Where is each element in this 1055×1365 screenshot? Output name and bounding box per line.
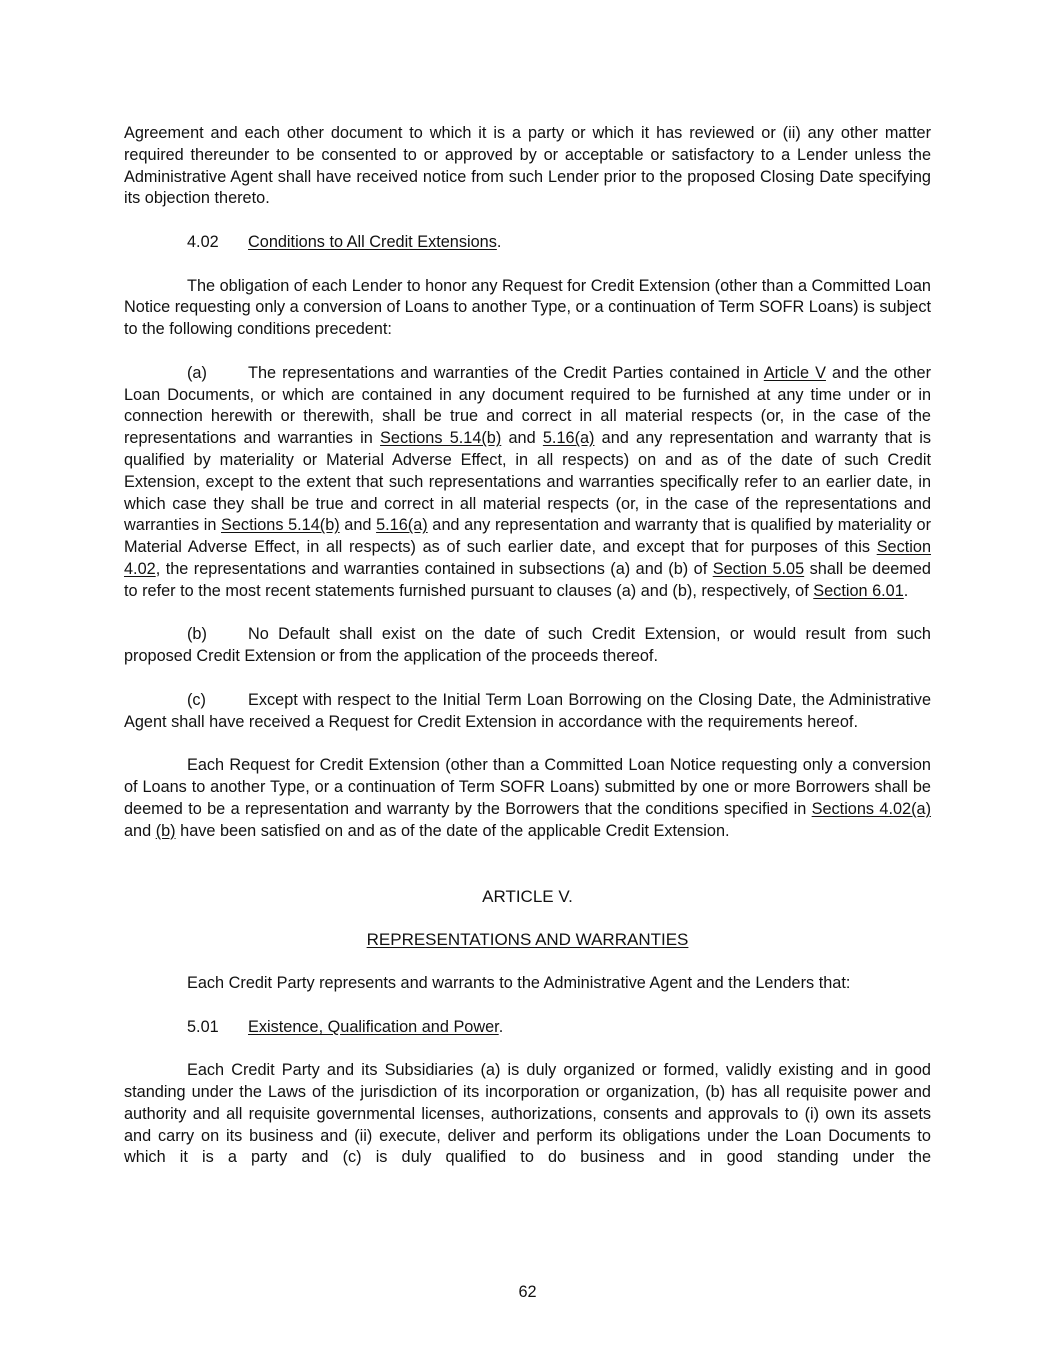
spacer	[124, 1038, 931, 1060]
spacer	[124, 341, 931, 363]
intro-continuation-paragraph: Agreement and each other document to which it is a party or which it has reviewed or (ii) any other matter required thereunder to be consented to or approved by or acceptable or satisfactory to a Lender unless the Administrative Agent shall have received notice from such Lender prior to the proposed Closing Date specifying its objection thereto.	[124, 124, 931, 208]
page-number: 62	[518, 1283, 537, 1301]
section-402-number: 4.02	[187, 232, 219, 251]
item-a-text-2: and the other Loan Documents, or which are contained in any document required to be furnished at any time under or in connection herewith or therewith, shall be true and correct in all material respects (or, in the case of the representations and warranties in	[124, 363, 932, 448]
section-514b-reference: Sections 5.14(b)	[380, 429, 502, 448]
article-v-title: ARTICLE V.	[482, 886, 573, 906]
section-402-heading	[187, 232, 931, 254]
item-c-label: (c)	[187, 690, 206, 709]
spacer	[124, 254, 931, 276]
spacer	[124, 908, 931, 930]
section-516a-reference: 5.16(a)	[542, 429, 595, 448]
item-c-text: Except with respect to the Initial Term Loan Borrowing on the Closing Date, the Administrative Agent shall have received a Request for Credit Extension in accordance with the requirements hereof.	[124, 690, 931, 731]
section-402-item-a-paragraph	[124, 363, 931, 603]
spacer	[124, 951, 931, 973]
section-402-intro-paragraph: The obligation of each Lender to honor any Request for Credit Extension (other than a Committed Loan Notice requesting only a conversion of Loans to another Type, or a continuation of Term SOFR Loans) is subject to the following conditions precedent:	[124, 276, 931, 339]
item-a-text-7: , the representations and warranties contained in subsections (a) and (b) of	[155, 559, 713, 578]
section-402a-reference: Sections 4.02(a)	[811, 799, 931, 818]
section-402-item-b-paragraph	[124, 624, 931, 668]
section-402-closing-paragraph	[124, 755, 931, 842]
section-402-title-suffix: .	[496, 232, 502, 251]
section-402-item-c-paragraph	[124, 690, 931, 734]
closing-text-1: Each Request for Credit Extension (other than a Committed Loan Notice requesting only a conversion of Loans to another Type, or a continuation of Term SOFR Loans) submitted by one or more Borrowers shall be deemed to be a representation and warranty by the Borrowers that the conditions specified in	[124, 756, 931, 818]
article-v-subtitle-text: REPRESENTATIONS AND WARRANTIES	[366, 930, 689, 950]
section-402-reference: Section 4.02	[124, 538, 931, 578]
spacer	[124, 668, 931, 690]
item-a-text-8: shall be deemed to refer to the most recent statements furnished pursuant to clauses (a) and (b), respectively, of	[124, 559, 931, 600]
item-a-label: (a)	[187, 363, 207, 382]
item-a-text-4: and any representation and warranty that is qualified by materiality or Material Adverse Effect, in all respects) on and as of the date of such Credit Extension, except to the extent that such representations and warranties specifically refer to an earlier date, in which case they shall be true and correct in all material respects (or, in the case of the representations and warranties in	[124, 429, 931, 535]
section-501-title-suffix: .	[498, 1017, 504, 1036]
section-516a-reference: 5.16(a)	[376, 516, 428, 535]
section-505-reference: Section 5.05	[712, 559, 805, 578]
spacer	[124, 733, 931, 755]
section-402b-reference: (b)	[155, 821, 176, 840]
closing-text-3: have been satisfied on and as of the date of the applicable Credit Extension.	[175, 821, 730, 840]
section-501-paragraph: Each Credit Party and its Subsidiaries (a) is duly organized or formed, validly existing and in good standing under the Laws of the jurisdiction of its incorporation or organization, (b) has all requisite power and authority and all requisite governmental licenses, authorizations, consents and approvals to (i) own its assets and carry on its business and (ii) execute, deliver and perform its obligations under the Loan Documents to which it is a party and (c) is duly qualified to do business and in good standing under the	[124, 1061, 931, 1167]
section-514b-reference: Sections 5.14(b)	[221, 516, 340, 535]
article-v-intro-paragraph: Each Credit Party represents and warrants to the Administrative Agent and the Lenders that:	[187, 974, 851, 993]
section-501-number: 5.01	[187, 1017, 219, 1036]
spacer	[124, 603, 931, 625]
item-a-text-1: The representations and warranties of the Credit Parties contained in	[248, 363, 764, 382]
closing-text-2: and	[124, 821, 156, 840]
article-v-reference: Article V	[763, 363, 826, 382]
spacer	[124, 864, 931, 886]
spacer	[124, 210, 931, 232]
spacer	[124, 842, 931, 864]
item-b-label: (b)	[187, 625, 207, 644]
item-a-text-5: and	[339, 516, 377, 535]
article-v-subtitle	[124, 929, 931, 951]
item-a-text-9: .	[903, 581, 909, 600]
item-a-text-6: and any representation and warranty that is qualified by materiality or Material Adverse Effect, in all respects) as of such earlier date, and except that for purposes of this	[124, 516, 931, 557]
section-402-title: Conditions to All Credit Extensions	[248, 232, 497, 251]
item-a-text-3: and	[501, 429, 543, 448]
item-b-text: No Default shall exist on the date of such Credit Extension, or would result from such proposed Credit Extension or from the application of the proceeds thereof.	[124, 625, 931, 666]
document-page	[124, 123, 931, 1169]
section-601-reference: Section 6.01	[813, 581, 904, 600]
section-501-title: Existence, Qualification and Power	[248, 1017, 499, 1036]
section-501-heading	[187, 1017, 931, 1039]
spacer	[124, 995, 931, 1017]
